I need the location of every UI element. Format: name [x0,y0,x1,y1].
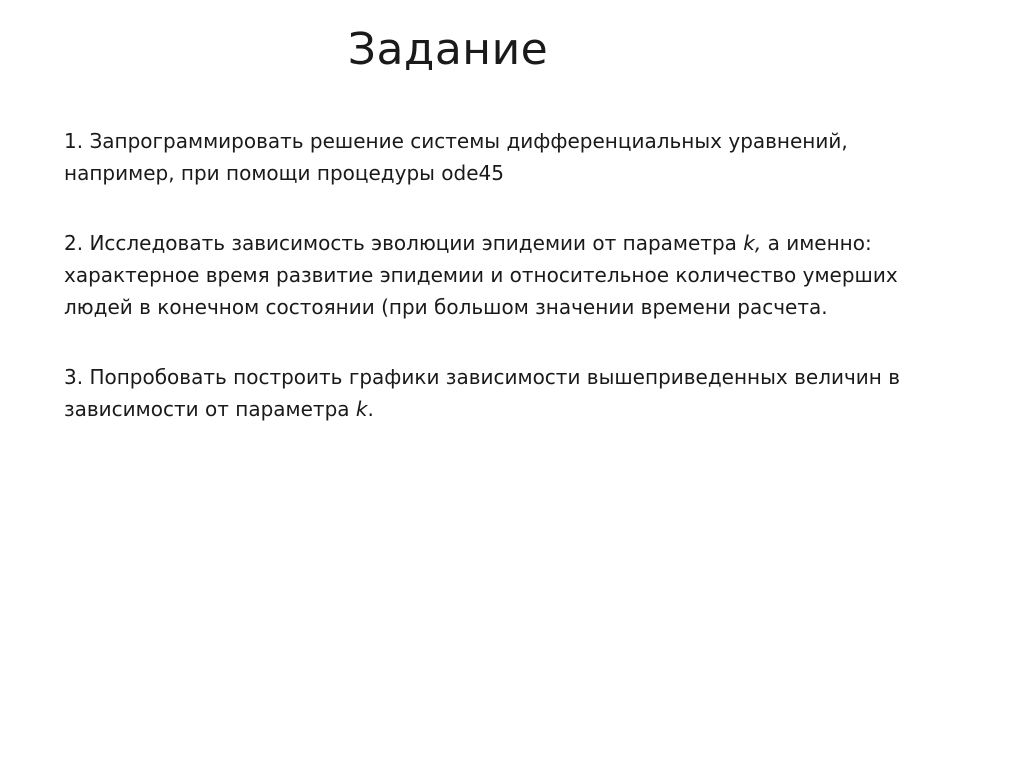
slide-title: Задание [347,24,549,75]
task-item-1-line-2 [64,157,944,189]
task-item-1 [64,125,944,189]
task-item-2-line-3 [64,291,944,323]
task-item-1-line-1 [64,125,944,157]
text-run: людей в конечном состоянии (при большом значении времени расчета. [64,295,828,319]
task-item-3-line-2 [64,393,944,425]
text-run: зависимости от параметра [64,397,356,421]
text-run: . [367,397,374,421]
task-item-2-line-1 [64,227,944,259]
text-run: 1. Запрограммировать решение системы дифференциальных уравнений, [64,129,848,153]
task-item-3-line-1 [64,361,944,393]
task-item-2 [64,227,944,323]
text-run: например, при помощи процедуры ode45 [64,161,504,185]
task-item-2-line-2 [64,259,944,291]
task-item-3 [64,361,944,425]
parameter-k: k [355,397,368,421]
text-run: 2. Исследовать зависимость эволюции эпидемии от параметра [64,231,744,255]
parameter-k: k, [743,231,762,255]
text-run: 3. Попробовать построить графики зависимости вышеприведенных величин в [64,365,901,389]
text-run: характерное время развитие эпидемии и относительное количество умерших [64,263,898,287]
text-run: а именно: [761,231,872,255]
